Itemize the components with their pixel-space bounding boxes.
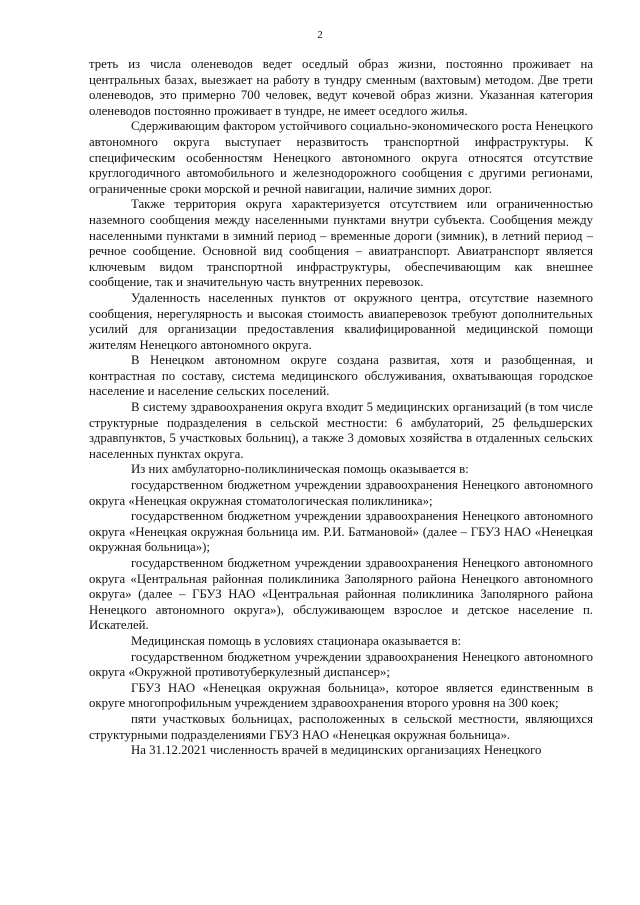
paragraph: государственном бюджетном учреждении здравоохранения Ненецкого автономного округа «Окружной противотуберкулезный диспансер»;: [89, 649, 593, 680]
paragraph: пяти участковых больницах, расположенных в сельской местности, являющихся структурными подразделениями ГБУЗ НАО «Ненецкая окружная больница».: [89, 711, 593, 742]
paragraph: государственном бюджетном учреждении здравоохранения Ненецкого автономного округа «Ненецкая окружная больница им. Р.И. Батмановой» (далее – ГБУЗ НАО «Ненецкая окружная больница»);: [89, 509, 593, 555]
paragraph: В Ненецком автономном округе создана развитая, хотя и разобщенная, и контрастная по составу, система медицинского обслуживания, охватывающая городское население и население сельских поселений.: [89, 353, 593, 399]
page-number: 2: [317, 29, 323, 41]
paragraph: Из них амбулаторно-поликлиническая помощь оказывается в:: [131, 462, 469, 477]
paragraph: государственном бюджетном учреждении здравоохранения Ненецкого автономного округа «Центральная районная поликлиника Заполярного района Ненецкого автономного округа» (далее – ГБУЗ НАО «Центральная районная поликлиника Заполярного района Ненецкого автономного округа»), обслуживающем взрослое и детское население п. Искателей.: [89, 556, 593, 633]
paragraph: ГБУЗ НАО «Ненецкая окружная больница», которое является единственным в округе многопрофильным учреждением здравоохранения второго уровня на 300 коек;: [89, 680, 593, 711]
document-body: [89, 57, 593, 759]
paragraph: Также территория округа характеризуется отсутствием или ограниченностью наземного сообщения между населенными пунктами внутри субъекта. Сообщения между населенными пунктами в зимний период – временные дороги (зимник), в летний период – речное сообщение. Основной вид сообщения – авиатранспорт. Авиатранспорт является ключевым видом транспортной инфраструктуры, обеспечивающим как внешнее сообщение, так и значительную часть внутренних перевозок.: [89, 197, 593, 290]
paragraph: государственном бюджетном учреждении здравоохранения Ненецкого автономного округа «Ненецкая окружная стоматологическая поликлиника»;: [89, 478, 593, 508]
paragraph: треть из числа оленеводов ведет оседлый образ жизни, постоянно проживает на центральных базах, выезжает на работу в тундру сменным (вахтовым) методом. Две трети оленеводов, это примерно 700 человек, ведут кочевой образ жизни. Указанная категория оленеводов постоянно проживает в тундре, не имеет оседлого жилья.: [89, 57, 593, 118]
paragraph: В систему здравоохранения округа входит 5 медицинских организаций (в том числе структурные подразделения в сельской местности: 6 амбулаторий, 25 фельдшерских здравпунктов, 5 участковых больниц), а также 3 домовых хозяйства в отдаленных сельских населенных пунктах округа.: [89, 400, 593, 461]
paragraph: Удаленность населенных пунктов от окружного центра, отсутствие наземного сообщения, нерегулярность и высокая стоимость авиаперевозок требуют дополнительных усилий для организации предоставления квалифицированной медицинской помощи жителям Ненецкого автономного округа.: [89, 290, 593, 352]
paragraph: Сдерживающим фактором устойчивого социально-экономического роста Ненецкого автономного округа выступает неразвитость транспортной инфраструктуры. К специфическим особенностям Ненецкого автономного округа относятся отсутствие круглогодичного автомобильного и железнодорожного сообщения с другими регионами, ограниченные сроки морской и речной навигации, наличие зимних дорог.: [89, 119, 593, 196]
paragraph: Медицинская помощь в условиях стационара оказывается в:: [131, 633, 462, 648]
paragraph: На 31.12.2021 численность врачей в медицинских организациях Ненецкого: [131, 743, 542, 758]
